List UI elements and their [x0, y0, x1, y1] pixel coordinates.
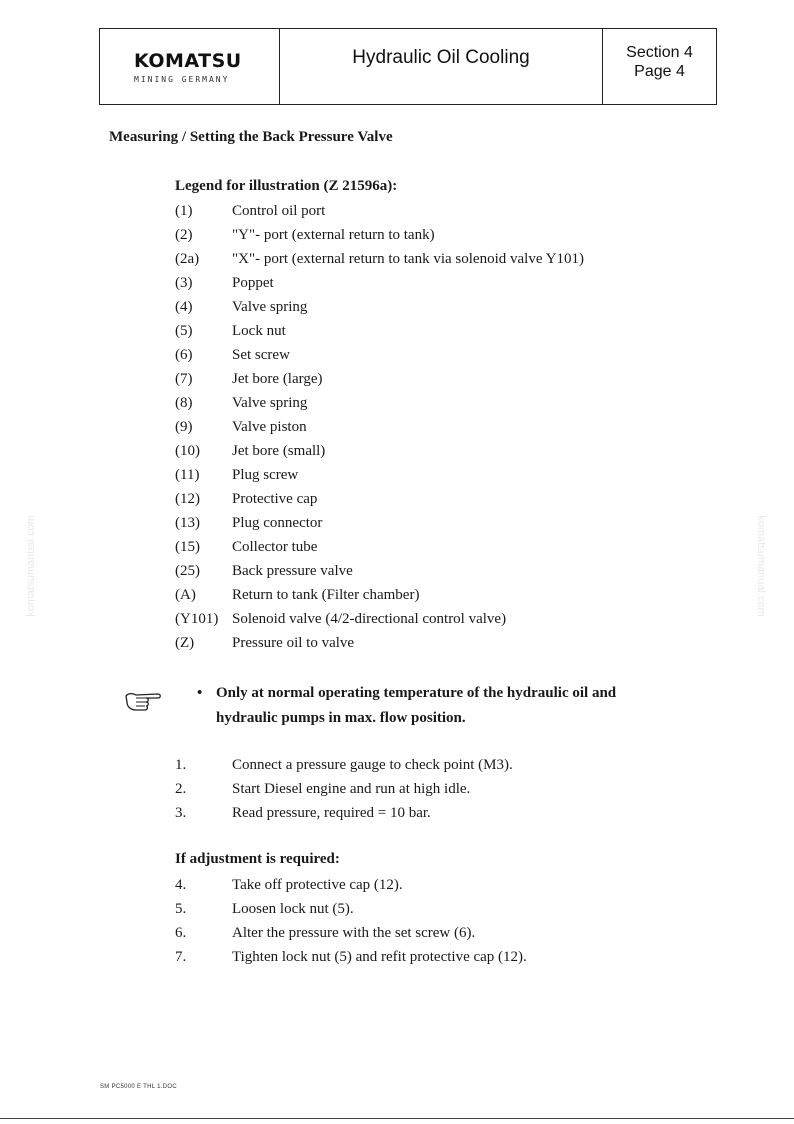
legend-item — [175, 417, 307, 441]
logo-wordmark: KOMATSU — [134, 49, 242, 72]
adjustment-heading: If adjustment is required: — [175, 851, 340, 867]
legend-item-number: (2) — [175, 227, 193, 243]
legend-item — [175, 465, 298, 489]
legend-item-number: (7) — [175, 371, 193, 387]
step-text: Start Diesel engine and run at high idle. — [232, 781, 471, 797]
legend-item — [175, 513, 322, 537]
legend-item — [175, 345, 290, 369]
legend-item — [175, 609, 506, 633]
step-text: Loosen lock nut (5). — [232, 901, 354, 917]
step-text: Alter the pressure with the set screw (6). — [232, 925, 476, 941]
legend-item — [175, 489, 317, 513]
procedure-step — [175, 923, 475, 947]
step-number: 5. — [175, 901, 187, 917]
legend-item-number: (12) — [175, 491, 200, 507]
legend-item-text: Control oil port — [232, 203, 326, 219]
legend-item-text: "X"- port (external return to tank via solenoid valve Y101) — [232, 251, 585, 267]
note-bullet: • — [197, 685, 203, 701]
legend-item-number: (15) — [175, 539, 200, 555]
step-number: 3. — [175, 805, 187, 821]
legend-item-number: (4) — [175, 299, 193, 315]
step-text: Tighten lock nut (5) and refit protective cap (12). — [232, 949, 527, 965]
legend-item-number: (13) — [175, 515, 200, 531]
step-number: 1. — [175, 757, 187, 773]
legend-item-text: Set screw — [232, 347, 290, 363]
legend-item-number: (25) — [175, 563, 200, 579]
legend-item-number: (1) — [175, 203, 193, 219]
legend-item-text: Valve piston — [232, 419, 307, 435]
legend-item-number: (2a) — [175, 251, 200, 267]
legend-item-text: Plug connector — [232, 515, 323, 531]
procedure-step — [175, 755, 513, 779]
important-note — [197, 681, 667, 731]
footer-filename: SM PC5000 E THL 1.DOC — [100, 1084, 177, 1090]
legend-title: Legend for illustration (Z 21596a): — [175, 178, 398, 194]
legend-item — [175, 249, 584, 273]
bottom-divider — [0, 1118, 794, 1119]
legend-item-number: (10) — [175, 443, 200, 459]
watermark-left: komatsumanual.com — [24, 515, 37, 617]
step-number: 2. — [175, 781, 187, 797]
legend-item-number: (8) — [175, 395, 193, 411]
page-label: Page 4 — [634, 63, 685, 80]
legend-item-text: Solenoid valve (4/2-directional control valve) — [232, 611, 507, 627]
step-text: Take off protective cap (12). — [232, 877, 403, 893]
legend-item-text: Lock nut — [232, 323, 286, 339]
step-number: 6. — [175, 925, 187, 941]
logo — [100, 29, 280, 104]
legend-item-number: (11) — [175, 467, 200, 483]
legend-item-number: (6) — [175, 347, 193, 363]
legend-item-text: Jet bore (large) — [232, 371, 323, 387]
legend-item-number: (3) — [175, 275, 193, 291]
legend-item — [175, 369, 323, 393]
section-info — [603, 29, 716, 104]
legend-item — [175, 297, 307, 321]
procedure-step — [175, 803, 431, 827]
legend-item-number: (9) — [175, 419, 193, 435]
legend-item-text: Back pressure valve — [232, 563, 353, 579]
legend-item-text: Plug screw — [232, 467, 299, 483]
legend-item — [175, 225, 435, 249]
step-number: 7. — [175, 949, 187, 965]
legend-item-text: Collector tube — [232, 539, 318, 555]
legend-item — [175, 393, 307, 417]
procedure-step — [175, 875, 403, 899]
legend-item — [175, 585, 419, 609]
section-label: Section 4 — [626, 44, 693, 61]
procedure-step — [175, 947, 527, 971]
step-text: Connect a pressure gauge to check point (M3). — [232, 757, 513, 773]
legend-item-text: Pressure oil to valve — [232, 635, 355, 651]
watermark-right: komatsumanual.com — [754, 515, 767, 617]
legend-item-number: (Y101) — [175, 611, 219, 627]
note-text: Only at normal operating temperature of the hydraulic oil and hydraulic pumps in max. flow position. — [216, 685, 617, 726]
legend-item — [175, 201, 325, 225]
procedure-step — [175, 779, 470, 803]
legend-item — [175, 321, 286, 345]
legend-item — [175, 633, 354, 657]
legend-item — [175, 561, 353, 585]
legend-item-text: Valve spring — [232, 299, 308, 315]
page-heading: Measuring / Setting the Back Pressure Valve — [109, 129, 393, 145]
legend-item-number: (5) — [175, 323, 193, 339]
pointing-hand-icon — [124, 688, 164, 714]
step-number: 4. — [175, 877, 187, 893]
legend-item-text: Return to tank (Filter chamber) — [232, 587, 420, 603]
legend-item — [175, 537, 317, 561]
document-title: Hydraulic Oil Cooling — [352, 46, 530, 68]
legend-item-text: Protective cap — [232, 491, 318, 507]
legend-item — [175, 273, 274, 297]
legend-item-text: Poppet — [232, 275, 274, 291]
legend-item-text: Valve spring — [232, 395, 308, 411]
logo-subtitle: MINING GERMANY — [134, 74, 230, 84]
legend-item-number: (Z) — [175, 635, 195, 651]
procedure-step — [175, 899, 354, 923]
document-title-cell — [280, 29, 603, 104]
page-header — [99, 28, 717, 105]
legend-item-text: "Y"- port (external return to tank) — [232, 227, 435, 243]
legend-item-text: Jet bore (small) — [232, 443, 326, 459]
step-text: Read pressure, required = 10 bar. — [232, 805, 431, 821]
legend-item — [175, 441, 325, 465]
legend-item-number: (A) — [175, 587, 196, 603]
